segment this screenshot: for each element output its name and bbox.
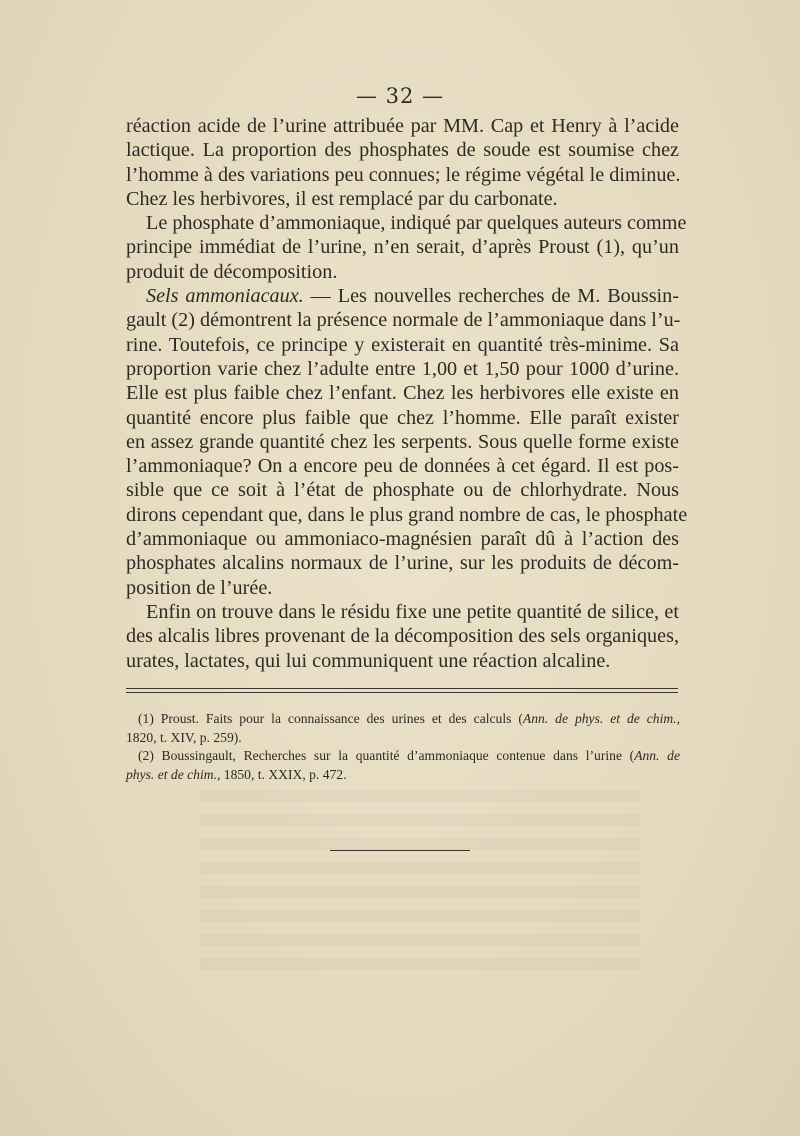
text-line: dirons cependant que, dans le plus grand nombre de cas, le phosphate — [126, 503, 688, 526]
text-line: Le phosphate d’ammoniaque, indiqué par quelques auteurs comme — [146, 212, 687, 235]
text-line: urates, lactates, qui lui communiquent une réaction alcaline. — [126, 649, 611, 672]
footnote-separator-rule-2 — [126, 692, 678, 693]
text-line: sible que ce soit à l’état de phosphate ou de chlorhydrate. Nous — [126, 479, 679, 502]
footnote-text: (1) Proust. Faits pour la connaissance des urines et des calculs ( — [138, 711, 523, 726]
end-rule — [330, 850, 470, 851]
footnote-text: , — [676, 711, 680, 726]
text-line: Chez les herbivores, il est remplacé par du carbonate. — [126, 187, 558, 210]
heading-continuation: — Les nouvelles recherches de M. Boussin- — [310, 285, 679, 308]
footnote-2 — [126, 747, 680, 784]
footnote-line — [126, 766, 680, 785]
page-number: — 32 — — [355, 84, 445, 108]
text-line: d’ammoniaque ou ammoniaco-magnésien paraît dû à l’action des — [126, 528, 679, 551]
footnote-journal: phys. et de chim. — [126, 766, 217, 782]
text-line: lactique. La proportion des phosphates de soude est soumise chez — [126, 139, 679, 162]
footnote-1 — [126, 710, 680, 747]
footnote-text: (2) Boussingault, Recherches sur la quantité d’ammoniaque contenue dans l’urine ( — [138, 748, 635, 763]
footnote-line — [126, 710, 680, 729]
footnote-text: , 1850, t. XXIX, p. 472. — [216, 766, 347, 782]
text-line: quantité encore plus faible que chez l’homme. Elle paraît exister — [126, 406, 679, 429]
footnote-journal: Ann. de — [634, 748, 680, 763]
footnote-line: 1820, t. XIV, p. 259). — [126, 729, 242, 745]
text-line: produit de décomposition. — [126, 260, 338, 283]
text-line: rine. Toutefois, ce principe y existerait en quantité très-minime. Sa — [126, 333, 679, 356]
text-line: Enfin on trouve dans le résidu fixe une petite quantité de silice, et — [146, 600, 679, 623]
footnote-line — [126, 747, 680, 766]
paragraph-2 — [126, 211, 687, 284]
text-line: phosphates alcalins normaux de l’urine, sur les produits de décom- — [126, 552, 679, 575]
text-line — [126, 284, 679, 308]
text-line: l’ammoniaque? On a encore peu de données à cet égard. Il est pos- — [126, 455, 679, 478]
text-line: réaction acide de l’urine attribuée par MM. Cap et Henry à l’acide — [126, 115, 679, 137]
text-line: principe immédiat de l’urine, n’en serait, d’après Proust (1), qu’un — [126, 236, 679, 259]
footnote-journal: Ann. de phys. et de chim. — [522, 711, 677, 726]
body-text — [126, 114, 688, 673]
paragraph-1 — [126, 114, 679, 211]
text-line: gault (2) démontrent la présence normale de l’ammoniaque dans l’u- — [126, 309, 681, 332]
paragraph-4 — [126, 600, 679, 673]
show-through-bleed — [200, 790, 640, 970]
paragraph-3 — [126, 284, 688, 600]
text-line: position de l’urée. — [126, 576, 273, 599]
text-line: proportion varie chez l’adulte entre 1,00 et 1,50 pour 1000 d’urine. — [126, 357, 679, 380]
text-line: Elle est plus faible chez l’enfant. Chez les herbivores elle existe en — [126, 382, 679, 405]
footnote-separator-rule — [126, 688, 678, 689]
footnotes — [126, 710, 680, 784]
section-heading: Sels ammoniacaux. — [146, 285, 304, 308]
text-line: l’homme à des variations peu connues; le régime végétal le diminue. — [126, 163, 681, 186]
text-line: des alcalis libres provenant de la décomposition des sels organiques, — [126, 625, 679, 648]
text-line: en assez grande quantité chez les serpents. Sous quelle forme existe — [126, 430, 679, 453]
